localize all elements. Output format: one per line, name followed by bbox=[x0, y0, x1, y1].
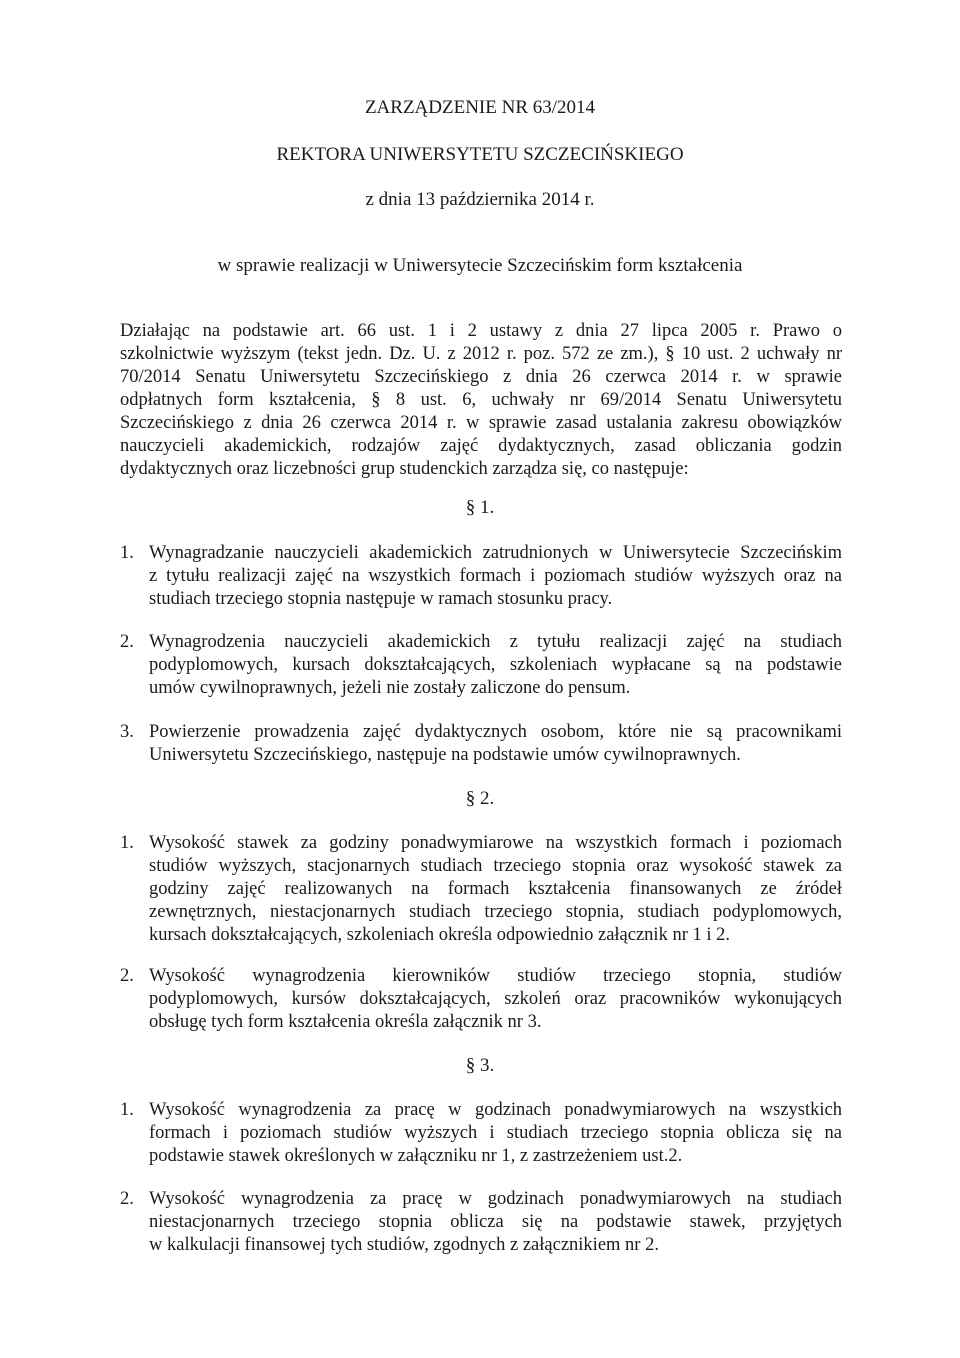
section-1-item-2 bbox=[120, 631, 842, 700]
item-number: 2. bbox=[120, 966, 134, 986]
item-number: 2. bbox=[120, 1189, 134, 1209]
document-date: z dnia 13 października 2014 r. bbox=[365, 189, 595, 210]
document-subject: w sprawie realizacji w Uniwersytecie Szczecińskim form kształcenia bbox=[217, 255, 743, 276]
preamble bbox=[120, 320, 842, 481]
item-line: Wysokość wynagrodzenia za pracę w godzinach ponadwymiarowych na studiach bbox=[149, 1189, 842, 1209]
section-heading-3: § 3. bbox=[465, 1055, 495, 1076]
section-3-item-1 bbox=[120, 1099, 842, 1168]
item-line: z tytułu realizacji zajęć na wszystkich formach i poziomach studiów wyższych oraz na bbox=[149, 566, 842, 586]
item-line: kursach dokształcających, szkoleniach określa odpowiednio załącznik nr 1 i 2. bbox=[149, 925, 730, 945]
item-line: w kalkulacji finansowej tych studiów, zgodnych z załącznikiem nr 2. bbox=[149, 1235, 659, 1255]
item-number: 1. bbox=[120, 1100, 134, 1120]
item-line: studiów wyższych, stacjonarnych studiach trzeciego stopnia oraz wysokość stawek za bbox=[149, 856, 842, 876]
item-number: 1. bbox=[120, 543, 134, 563]
item-line: Wynagrodzenia nauczycieli akademickich z tytułu realizacji zajęć na studiach bbox=[149, 632, 842, 652]
preamble-line: Działając na podstawie art. 66 ust. 1 i 2 ustawy z dnia 27 lipca 2005 r. Prawo o bbox=[120, 321, 842, 341]
item-line: Wynagradzanie nauczycieli akademickich zatrudnionych w Uniwersytecie Szczecińskim bbox=[149, 543, 842, 563]
item-line: obsługę tych form kształcenia określa załącznik nr 3. bbox=[149, 1012, 542, 1032]
item-number: 3. bbox=[120, 722, 134, 742]
item-line: zewnętrznych, niestacjonarnych studiach trzeciego stopnia, studiach podyplomowych, bbox=[149, 902, 842, 922]
section-2-item-1 bbox=[120, 832, 842, 947]
preamble-line: nauczycieli akademickich, rodzajów zajęć dydaktycznych, zasad obliczania godzin bbox=[120, 436, 842, 456]
preamble-line: dydaktycznych oraz liczebności grup studenckich zarządza się, co następuje: bbox=[120, 459, 689, 479]
section-2-item-2 bbox=[120, 965, 842, 1034]
section-1-item-3 bbox=[120, 721, 842, 767]
preamble-line: szkolnictwie wyższym (tekst jedn. Dz. U. z 2012 r. poz. 572 ze zm.), § 10 ust. 2 uchwały nr bbox=[120, 344, 842, 364]
item-line: niestacjonarnych trzeciego stopnia oblicza się na podstawie stawek, przyjętych bbox=[149, 1212, 842, 1232]
item-line: podyplomowych, kursach dokształcających, szkoleniach wypłacane są na podstawie bbox=[149, 655, 842, 675]
item-number: 2. bbox=[120, 632, 134, 652]
item-number: 1. bbox=[120, 833, 134, 853]
section-heading-1: § 1. bbox=[465, 497, 495, 518]
item-line: Wysokość stawek za godziny ponadwymiarowe na wszystkich formach i poziomach bbox=[149, 833, 842, 853]
item-line: Uniwersytetu Szczecińskiego, następuje na podstawie umów cywilnoprawnych. bbox=[149, 745, 741, 765]
document-title: ZARZĄDZENIE NR 63/2014 bbox=[364, 97, 596, 118]
section-heading-2: § 2. bbox=[465, 788, 495, 809]
section-3-item-2 bbox=[120, 1188, 842, 1257]
item-line: podstawie stawek określonych w załączniku nr 1, z zastrzeżeniem ust.2. bbox=[149, 1146, 683, 1166]
item-line: Wysokość wynagrodzenia kierowników studiów trzeciego stopnia, studiów bbox=[149, 966, 842, 986]
preamble-line: 70/2014 Senatu Uniwersytetu Szczecińskiego z dnia 26 czerwca 2014 r. w sprawie bbox=[120, 367, 842, 387]
item-line: umów cywilnoprawnych, jeżeli nie zostały zaliczone do pensum. bbox=[149, 678, 631, 698]
preamble-line: Szczecińskiego z dnia 26 czerwca 2014 r. w sprawie zasad ustalania zakresu obowiązków bbox=[120, 413, 842, 433]
item-line: formach i poziomach studiów wyższych i studiach trzeciego stopnia oblicza się na bbox=[149, 1123, 842, 1143]
preamble-line: odpłatnych form kształcenia, § 8 ust. 6, uchwały nr 69/2014 Senatu Uniwersytetu bbox=[120, 390, 842, 410]
item-line: studiach trzeciego stopnia następuje w ramach stosunku pracy. bbox=[149, 589, 613, 609]
item-line: Powierzenie prowadzenia zajęć dydaktycznych osobom, które nie są pracownikami bbox=[149, 722, 842, 742]
section-1-item-1 bbox=[120, 542, 842, 611]
document-issuer: REKTORA UNIWERSYTETU SZCZECIŃSKIEGO bbox=[276, 144, 684, 165]
item-line: podyplomowych, kursów dokształcających, szkoleń oraz pracowników wykonujących bbox=[149, 989, 842, 1009]
item-line: godziny zajęć realizowanych na formach kształcenia finansowanych ze źródeł bbox=[149, 879, 842, 899]
item-line: Wysokość wynagrodzenia za pracę w godzinach ponadwymiarowych na wszystkich bbox=[149, 1100, 842, 1120]
